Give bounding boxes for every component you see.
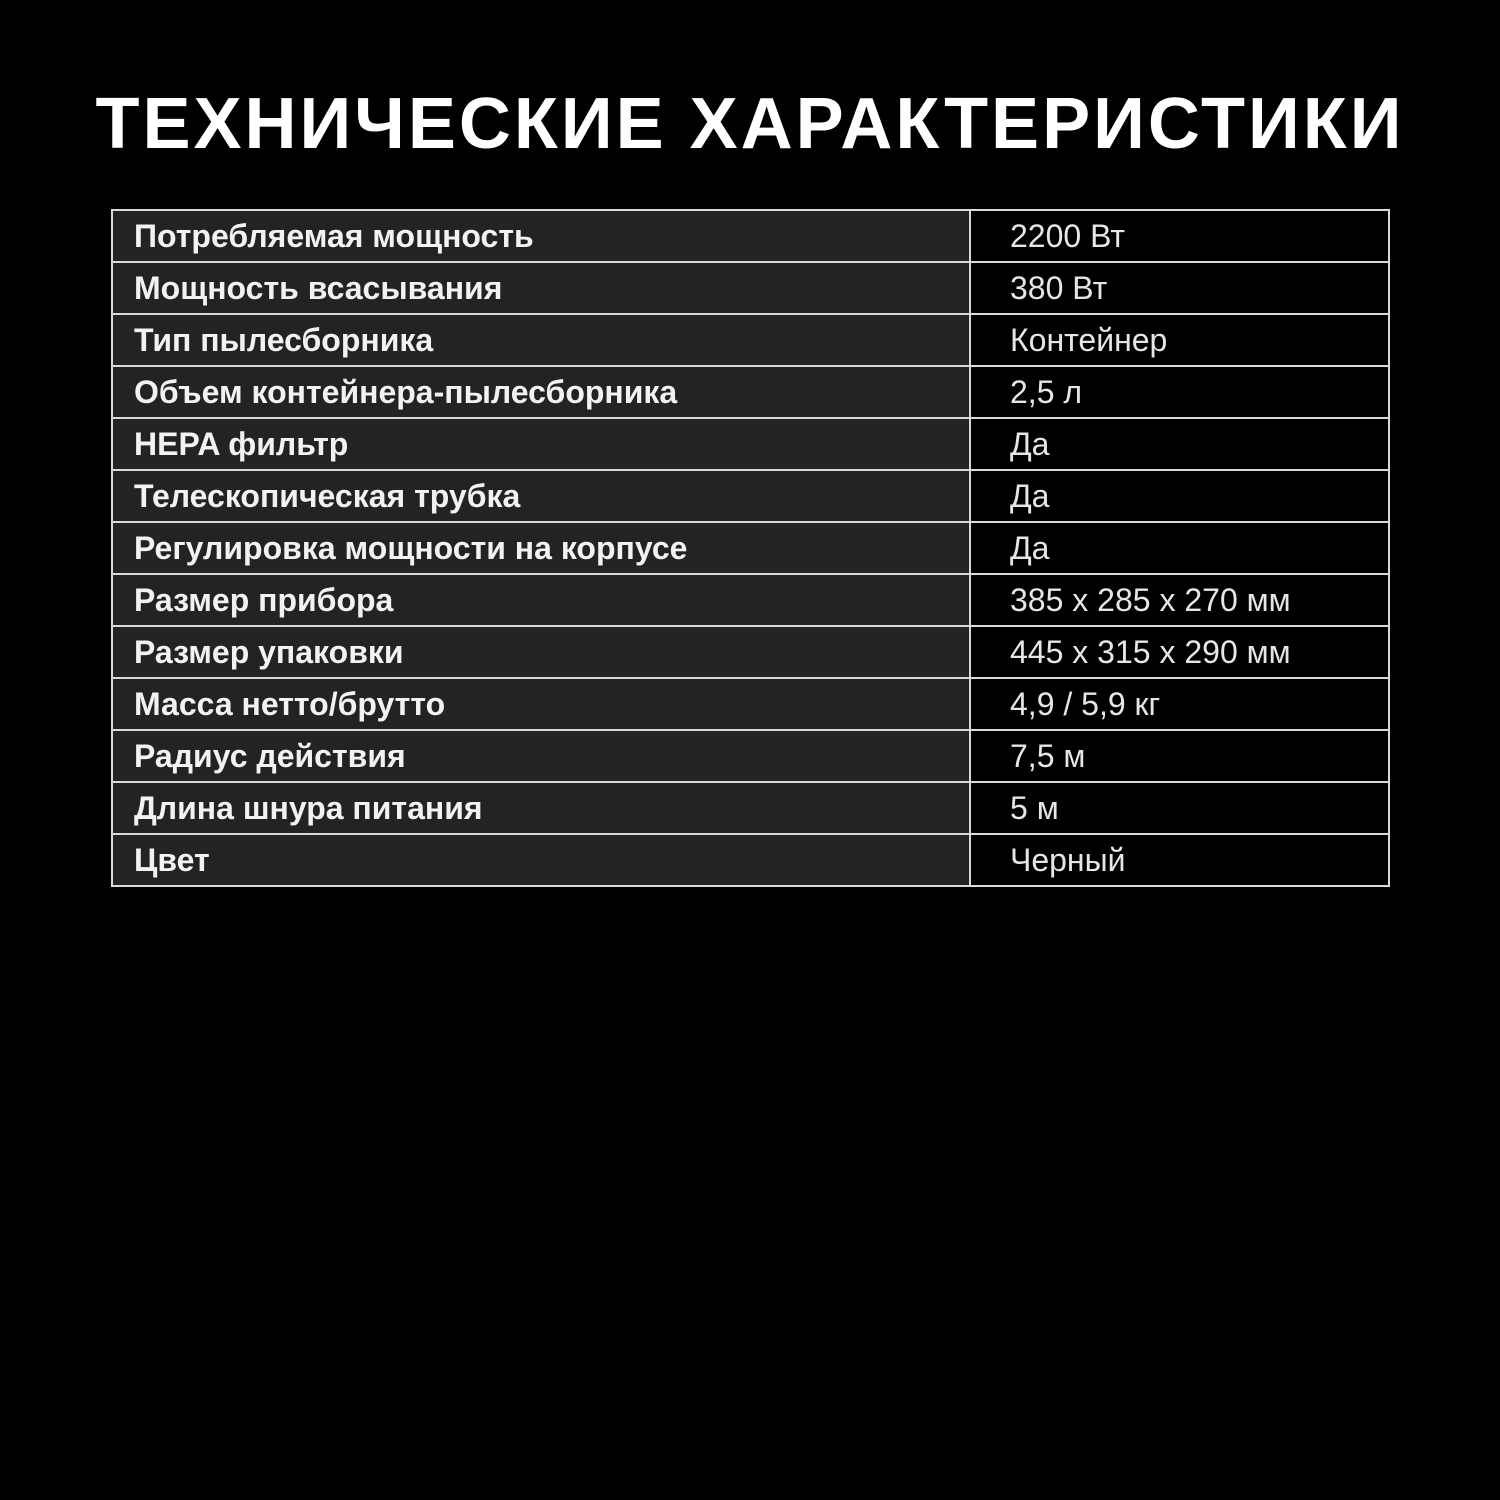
specs-table <box>111 209 1390 887</box>
spec-value: 2,5 л <box>970 366 1389 418</box>
spec-value: Да <box>970 522 1389 574</box>
specs-table-body <box>112 210 1389 886</box>
spec-value: Контейнер <box>970 314 1389 366</box>
spec-label: Длина шнура питания <box>112 782 970 834</box>
table-row <box>112 210 1389 262</box>
spec-value: 7,5 м <box>970 730 1389 782</box>
table-row <box>112 574 1389 626</box>
spec-value: 385 x 285 x 270 мм <box>970 574 1389 626</box>
table-row <box>112 418 1389 470</box>
spec-value: Да <box>970 470 1389 522</box>
table-row <box>112 470 1389 522</box>
table-row <box>112 834 1389 886</box>
table-row <box>112 730 1389 782</box>
page-title: ТЕХНИЧЕСКИЕ ХАРАКТЕРИСТИКИ <box>95 84 1405 164</box>
table-row <box>112 782 1389 834</box>
table-row <box>112 626 1389 678</box>
spec-label: Тип пылесборника <box>112 314 970 366</box>
spec-value: 445 x 315 x 290 мм <box>970 626 1389 678</box>
spec-label: Масса нетто/брутто <box>112 678 970 730</box>
spec-value: 380 Вт <box>970 262 1389 314</box>
table-row <box>112 522 1389 574</box>
spec-label: Цвет <box>112 834 970 886</box>
spec-label: Регулировка мощности на корпусе <box>112 522 970 574</box>
table-row <box>112 366 1389 418</box>
table-row <box>112 262 1389 314</box>
spec-label: Мощность всасывания <box>112 262 970 314</box>
spec-value: 2200 Вт <box>970 210 1389 262</box>
spec-label: HEPA фильтр <box>112 418 970 470</box>
spec-label: Размер упаковки <box>112 626 970 678</box>
spec-label: Размер прибора <box>112 574 970 626</box>
spec-value: 4,9 / 5,9 кг <box>970 678 1389 730</box>
spec-label: Телескопическая трубка <box>112 470 970 522</box>
table-row <box>112 678 1389 730</box>
spec-value: Да <box>970 418 1389 470</box>
spec-label: Потребляемая мощность <box>112 210 970 262</box>
spec-label: Объем контейнера-пылесборника <box>112 366 970 418</box>
spec-value: 5 м <box>970 782 1389 834</box>
spec-value: Черный <box>970 834 1389 886</box>
spec-label: Радиус действия <box>112 730 970 782</box>
table-row <box>112 314 1389 366</box>
